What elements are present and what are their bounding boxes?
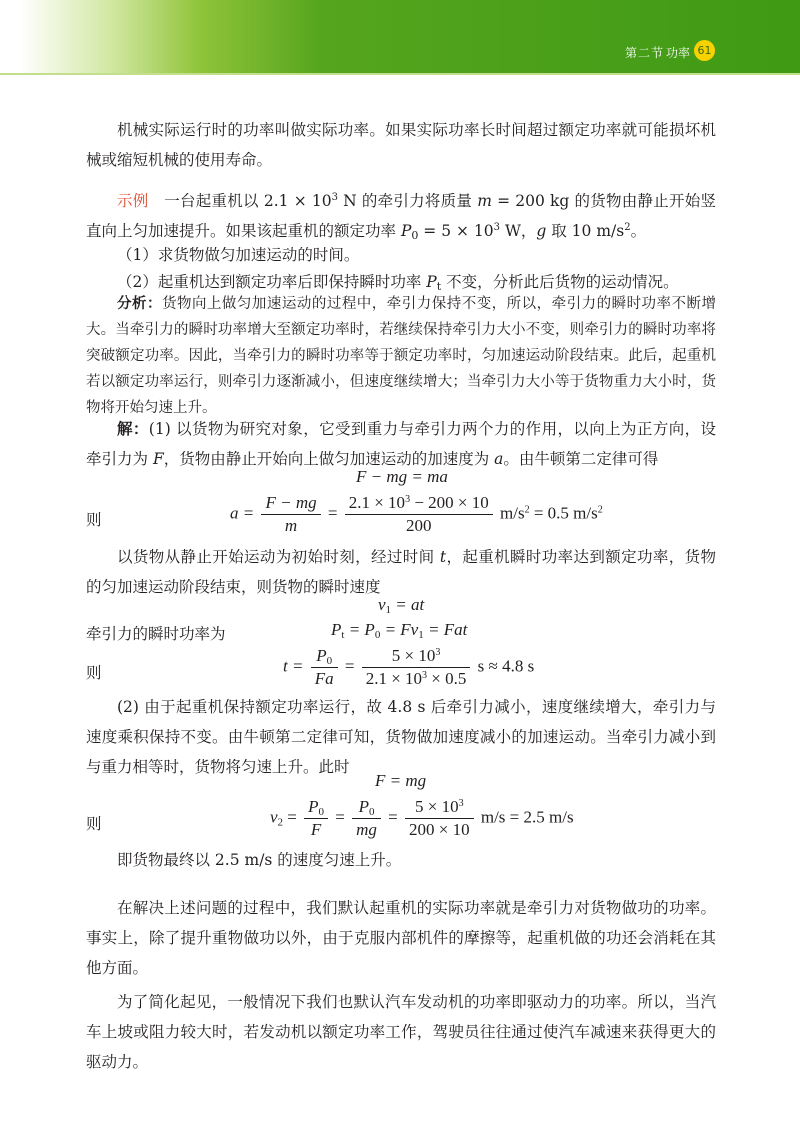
page-number-badge: 61 xyxy=(694,40,715,61)
analysis-label: 分析： xyxy=(117,296,162,312)
solution-time-paragraph: 以货物从静止开始运动为初始时刻，经过时间 t，起重机瞬时功率达到额定功率，货物的匀加速运动阶段结束，则货物的瞬时速度 xyxy=(86,548,716,596)
solution-conclusion: 即货物最终以 2.5 m/s 的速度匀速上升。 xyxy=(117,851,402,869)
header-section: 第二节 xyxy=(624,46,664,60)
example-label: 示例 xyxy=(117,192,149,210)
equation-velocity: $v_1$ = at xyxy=(378,595,425,616)
equation-power: $P_t = P_0 = Fv_1$ = Fat xyxy=(331,620,468,641)
solution-part-1: 解：(1) 以货物为研究对象，它受到重力与牵引力两个力的作用，以向上为正方向，设牵引力为 F，货物由静止开始向上做匀加速运动的加速度为 a。由牛顿第二定律可得 xyxy=(86,419,716,468)
equation-final-velocity: $v_2$ = $\frac{P_0}{F}$ = $\frac{P_0}{mg}$ = $\frac{5 \times 10^3}{200 \times 10}$ m/s = 2.5 m/s xyxy=(270,797,574,839)
page-header-band xyxy=(0,0,800,74)
then-label-3: 则 xyxy=(86,815,102,833)
example-statement: 示例 一台起重机以 $2.1 \times 10^3$ N 的牵引力将质量 m = 200 kg 的货物由静止开始竖直向上匀加速提升。如果该起重机的额定功率 $P_0 = 5 \times 10^3$ W，g 取 10 $m/s^2$。 xyxy=(86,192,716,242)
equation-newton: F − mg = ma xyxy=(356,467,448,486)
solution-label: 解： xyxy=(117,419,149,438)
equation-balance: F = mg xyxy=(375,771,427,790)
closing-paragraph-2: 为了简化起见，一般情况下我们也默认汽车发动机的功率即驱动力的功率。所以，当汽车上坡或阻力较大时，若发动机以额定功率工作，驾驶员往往通过使汽车减速来获得更大的驱动力。 xyxy=(86,993,716,1071)
header-divider xyxy=(0,73,800,75)
question-1: （1）求货物做匀加速运动的时间。 xyxy=(117,246,360,264)
then-label-1: 则 xyxy=(86,511,102,529)
solution-part-2: (2) 由于起重机保持额定功率运行，故 4.8 s 后牵引力减小，速度继续增大，牵引力与速度乘积保持不变。由牛顿第二定律可知，货物做加速度减小的加速运动。当牵引力减小到与重力相等时，货物将匀速上升。此时 xyxy=(86,698,716,776)
closing-paragraph-1: 在解决上述问题的过程中，我们默认起重机的实际功率就是牵引力对货物做功的功率。事实上，除了提升重物做功以外，由于克服内部机件的摩擦等，起重机做的功还会消耗在其他方面。 xyxy=(86,899,716,977)
equation-acceleration: a = $\frac{F - mg}{m}$ = $\frac{2.1 \times 10^3 - 200 \times 10}{200}$ $m/s^2 = 0.5$ $m/s^2$ xyxy=(230,493,603,535)
equation-time: t = $\frac{P_0}{Fa}$ = $\frac{5 \times 10^3}{2.1 \times 10^3 \times 0.5}$ s ≈ 4.8 s xyxy=(283,646,535,688)
intro-paragraph: 机械实际运行时的功率叫做实际功率。如果实际功率长时间超过额定功率就可能损坏机械或缩短机械的使用寿命。 xyxy=(86,121,716,169)
then-label-2: 则 xyxy=(86,664,102,682)
analysis-paragraph: 分析：货物向上做匀加速运动的过程中，牵引力保持不变，所以，牵引力的瞬时功率不断增大。当牵引力的瞬时功率增大至额定功率时，若继续保持牵引力大小不变，则牵引力的瞬时功率将突破额定功率。因此，当牵引力的瞬时功率等于额定功率时，匀加速运动阶段结束。此后，起重机若以额定功率运行，则牵引力逐渐减小，但速度继续增大；当牵引力大小等于货物重力大小时，货物将开始匀速上升。 xyxy=(86,296,717,416)
header-title: 功率 xyxy=(665,46,690,60)
power-label: 牵引力的瞬时功率为 xyxy=(86,625,226,643)
question-2: （2）起重机达到额定功率后即保持瞬时功率 $P_t$ 不变，分析此后货物的运动情况。 xyxy=(117,273,679,293)
